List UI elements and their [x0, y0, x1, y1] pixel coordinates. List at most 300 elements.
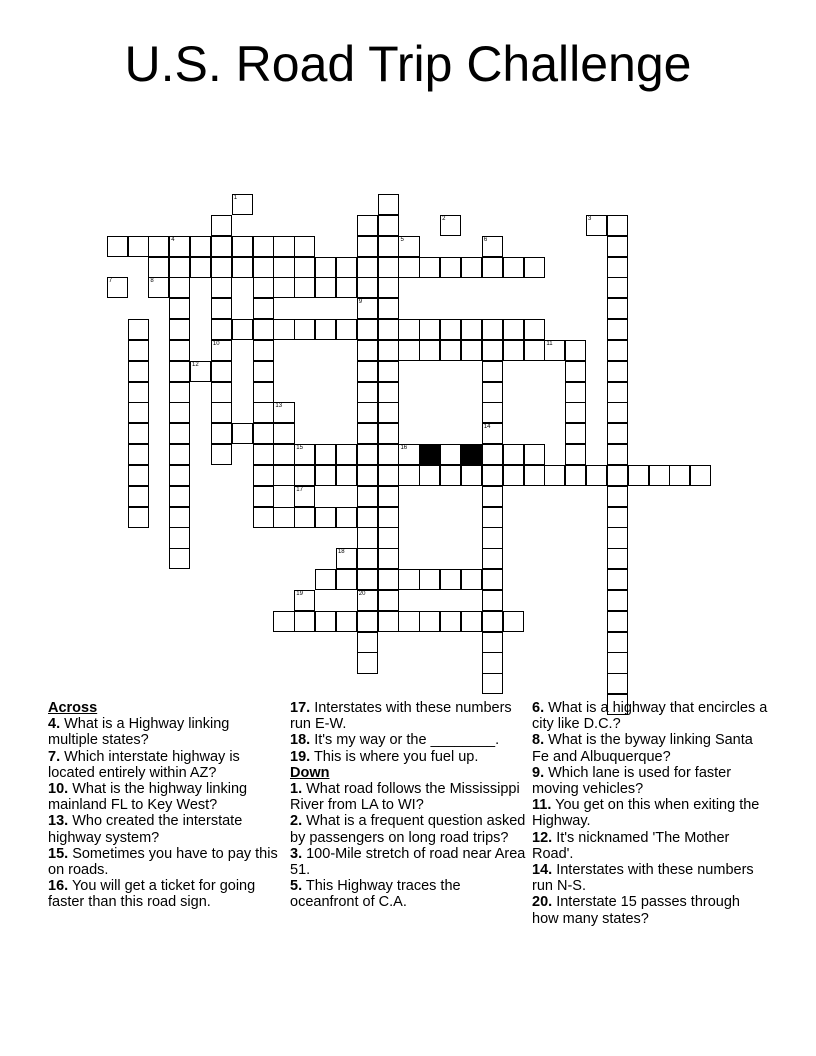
- grid-cell[interactable]: [211, 298, 232, 319]
- grid-cell[interactable]: [273, 507, 294, 528]
- clue-item-number: 2.: [290, 813, 303, 830]
- grid-cell[interactable]: [607, 632, 628, 653]
- grid-cell[interactable]: [169, 444, 190, 465]
- grid-cell[interactable]: [253, 486, 274, 507]
- grid-cell[interactable]: [503, 257, 524, 278]
- grid-cell[interactable]: [273, 444, 294, 465]
- clue-item-text: This is where you fuel up.: [310, 748, 479, 765]
- grid-cell[interactable]: [378, 548, 399, 569]
- grid-cell[interactable]: [357, 590, 378, 611]
- grid-cell[interactable]: [315, 507, 336, 528]
- grid-cell[interactable]: [169, 382, 190, 403]
- grid-cell[interactable]: [649, 465, 670, 486]
- grid-cell[interactable]: [357, 382, 378, 403]
- grid-cell[interactable]: [503, 319, 524, 340]
- grid-cell[interactable]: [440, 340, 461, 361]
- grid-cell[interactable]: [378, 382, 399, 403]
- grid-cell[interactable]: [357, 319, 378, 340]
- clue-item-text: What is the byway linking Santa Fe and Albuquerque?: [532, 732, 753, 765]
- clue-item-number: 3.: [290, 845, 303, 862]
- clue-item-number: 15.: [48, 845, 69, 862]
- grid-cell[interactable]: [440, 465, 461, 486]
- grid-cell[interactable]: [128, 319, 149, 340]
- grid-cell[interactable]: [565, 423, 586, 444]
- clue-number: 13: [275, 403, 283, 410]
- grid-cell[interactable]: [211, 215, 232, 236]
- grid-cell[interactable]: [524, 444, 545, 465]
- grid-cell[interactable]: [482, 507, 503, 528]
- clue-item: [48, 846, 280, 878]
- grid-cell[interactable]: [357, 215, 378, 236]
- grid-cell[interactable]: [607, 236, 628, 257]
- clue-item-text: You will get a ticket for going faster than this road sign.: [48, 878, 256, 911]
- grid-cell[interactable]: [378, 486, 399, 507]
- grid-cell[interactable]: [294, 236, 315, 257]
- clue-number: 19: [296, 590, 303, 597]
- grid-cell[interactable]: [211, 402, 232, 423]
- grid-cell[interactable]: [253, 444, 274, 465]
- clue-item-number: 20.: [532, 894, 553, 911]
- grid-cell[interactable]: [398, 319, 419, 340]
- grid-cell[interactable]: [294, 507, 315, 528]
- grid-cell[interactable]: [586, 465, 607, 486]
- grid-cell[interactable]: [378, 569, 399, 590]
- grid-cell[interactable]: [524, 319, 545, 340]
- grid-cell[interactable]: [482, 486, 503, 507]
- grid-cell[interactable]: [503, 611, 524, 632]
- grid-cell[interactable]: [607, 527, 628, 548]
- grid-cell[interactable]: [253, 257, 274, 278]
- grid-cell[interactable]: [378, 527, 399, 548]
- grid-cell[interactable]: [336, 444, 357, 465]
- grid-cell[interactable]: [253, 319, 274, 340]
- grid-cell[interactable]: [482, 340, 503, 361]
- grid-cell[interactable]: [607, 673, 628, 694]
- grid-cell[interactable]: [440, 611, 461, 632]
- grid-cell[interactable]: [211, 340, 232, 361]
- grid-cell[interactable]: [461, 611, 482, 632]
- grid-cell[interactable]: [169, 257, 190, 278]
- grid-cell[interactable]: [378, 319, 399, 340]
- grid-cell[interactable]: [378, 611, 399, 632]
- grid-cell[interactable]: [607, 652, 628, 673]
- grid-cell[interactable]: [336, 611, 357, 632]
- grid-cell[interactable]: [482, 673, 503, 694]
- grid-cell[interactable]: [503, 444, 524, 465]
- grid-cell[interactable]: [419, 611, 440, 632]
- grid-cell[interactable]: [211, 236, 232, 257]
- clue-item: [532, 894, 768, 926]
- grid-cell[interactable]: [315, 444, 336, 465]
- grid-cell[interactable]: [294, 486, 315, 507]
- grid-cell[interactable]: [482, 652, 503, 673]
- grid-cell[interactable]: [607, 277, 628, 298]
- grid-cell[interactable]: [107, 277, 128, 298]
- puzzle-title: U.S. Road Trip Challenge: [124, 36, 692, 92]
- grid-cell[interactable]: [169, 277, 190, 298]
- grid-cell[interactable]: [169, 319, 190, 340]
- grid-cell[interactable]: [607, 298, 628, 319]
- grid-cell[interactable]: [503, 340, 524, 361]
- grid-cell[interactable]: [273, 277, 294, 298]
- grid-cell[interactable]: [253, 298, 274, 319]
- grid-cell[interactable]: [690, 465, 711, 486]
- grid-cell[interactable]: [357, 465, 378, 486]
- grid-cell[interactable]: [398, 465, 419, 486]
- grid-cell[interactable]: [357, 652, 378, 673]
- grid-cell[interactable]: [169, 361, 190, 382]
- clue-number: 6: [483, 236, 488, 243]
- grid-cell[interactable]: [419, 465, 440, 486]
- grid-cell[interactable]: [232, 194, 253, 215]
- grid-cell[interactable]: [440, 569, 461, 590]
- grid-cell[interactable]: [461, 569, 482, 590]
- grid-cell[interactable]: [607, 486, 628, 507]
- grid-cell[interactable]: [607, 361, 628, 382]
- grid-cell[interactable]: [461, 257, 482, 278]
- clue-item-text: 100-Mile stretch of road near Area 51.: [290, 845, 526, 879]
- grid-cell[interactable]: [482, 548, 503, 569]
- grid-cell[interactable]: [357, 486, 378, 507]
- blocked-cell: [419, 444, 440, 465]
- clue-item-number: 18.: [290, 732, 311, 749]
- grid-cell[interactable]: [378, 257, 399, 278]
- grid-cell[interactable]: [315, 465, 336, 486]
- grid-cell[interactable]: [544, 340, 565, 361]
- grid-cell[interactable]: [357, 632, 378, 653]
- grid-cell[interactable]: [440, 319, 461, 340]
- grid-cell[interactable]: [357, 361, 378, 382]
- grid-cell[interactable]: [169, 402, 190, 423]
- clue-item-number: 14.: [532, 862, 553, 879]
- clue-item-text: Interstates with these numbers run E-W.: [290, 700, 512, 733]
- grid-cell[interactable]: [378, 361, 399, 382]
- grid-cell[interactable]: [357, 257, 378, 278]
- grid-cell[interactable]: [398, 569, 419, 590]
- grid-cell[interactable]: [482, 236, 503, 257]
- grid-cell[interactable]: [128, 402, 149, 423]
- grid-cell[interactable]: [253, 340, 274, 361]
- grid-cell[interactable]: [273, 402, 294, 423]
- grid-cell[interactable]: [482, 611, 503, 632]
- grid-cell[interactable]: [524, 465, 545, 486]
- grid-cell[interactable]: [461, 465, 482, 486]
- grid-cell[interactable]: [419, 340, 440, 361]
- grid-cell[interactable]: [419, 319, 440, 340]
- grid-cell[interactable]: [169, 340, 190, 361]
- grid-cell[interactable]: [128, 382, 149, 403]
- grid-cell[interactable]: [482, 590, 503, 611]
- clue-number: 14: [483, 424, 491, 431]
- grid-cell[interactable]: [565, 402, 586, 423]
- grid-cell[interactable]: [482, 257, 503, 278]
- grid-cell[interactable]: [211, 382, 232, 403]
- grid-cell[interactable]: [315, 611, 336, 632]
- clue-item: [532, 732, 768, 764]
- clue-item: [48, 716, 280, 748]
- grid-cell[interactable]: [544, 465, 565, 486]
- grid-cell[interactable]: [607, 215, 628, 236]
- clue-item-number: 10.: [48, 781, 69, 798]
- clue-item: [48, 878, 280, 910]
- grid-cell[interactable]: [294, 319, 315, 340]
- clue-item-text: It's nicknamed 'The Mother Road'.: [532, 829, 730, 862]
- grid-cell[interactable]: [294, 590, 315, 611]
- clue-number: 7: [108, 278, 113, 285]
- clue-item-text: Which interstate highway is located entirely within AZ?: [48, 748, 240, 781]
- clue-item-number: 13.: [48, 813, 69, 830]
- grid-cell[interactable]: [253, 402, 274, 423]
- grid-cell[interactable]: [565, 361, 586, 382]
- grid-cell[interactable]: [628, 465, 649, 486]
- grid-cell[interactable]: [273, 611, 294, 632]
- grid-cell[interactable]: [461, 319, 482, 340]
- grid-cell[interactable]: [336, 465, 357, 486]
- clue-number: 8: [150, 278, 154, 285]
- grid-cell[interactable]: [357, 402, 378, 423]
- grid-cell[interactable]: [336, 257, 357, 278]
- grid-cell[interactable]: [190, 236, 211, 257]
- grid-cell[interactable]: [169, 298, 190, 319]
- clue-item-number: 6.: [532, 700, 545, 716]
- grid-cell[interactable]: [294, 444, 315, 465]
- clue-number: 2: [442, 215, 446, 222]
- grid-cell[interactable]: [378, 444, 399, 465]
- grid-cell[interactable]: [128, 486, 149, 507]
- grid-cell[interactable]: [253, 382, 274, 403]
- clue-item: [290, 749, 526, 765]
- grid-cell[interactable]: [524, 340, 545, 361]
- grid-cell[interactable]: [378, 215, 399, 236]
- clue-item-text: Interstate 15 passes through how many states?: [532, 894, 740, 927]
- grid-cell[interactable]: [211, 319, 232, 340]
- grid-cell[interactable]: [357, 548, 378, 569]
- grid-cell[interactable]: [357, 298, 378, 319]
- grid-cell[interactable]: [503, 465, 524, 486]
- grid-cell[interactable]: [128, 444, 149, 465]
- grid-cell[interactable]: [357, 527, 378, 548]
- grid-cell[interactable]: [336, 319, 357, 340]
- clue-item: [290, 813, 526, 845]
- grid-cell[interactable]: [273, 236, 294, 257]
- clue-item: [290, 700, 526, 732]
- grid-cell[interactable]: [169, 507, 190, 528]
- grid-cell[interactable]: [378, 402, 399, 423]
- grid-cell[interactable]: [294, 465, 315, 486]
- grid-cell[interactable]: [315, 319, 336, 340]
- grid-cell[interactable]: [565, 465, 586, 486]
- grid-cell[interactable]: [253, 277, 274, 298]
- clue-item-text: This Highway traces the oceanfront of C.A.: [290, 878, 461, 911]
- clue-number: 20: [358, 590, 366, 597]
- grid-cell[interactable]: [398, 611, 419, 632]
- grid-cell[interactable]: [253, 465, 274, 486]
- grid-cell[interactable]: [378, 277, 399, 298]
- grid-cell[interactable]: [315, 569, 336, 590]
- grid-cell[interactable]: [148, 236, 169, 257]
- grid-cell[interactable]: [294, 277, 315, 298]
- grid-cell[interactable]: [232, 257, 253, 278]
- clue-item-text: What road follows the Mississippi River from LA to WI?: [290, 781, 520, 814]
- grid-cell[interactable]: [253, 423, 274, 444]
- grid-cell[interactable]: [169, 527, 190, 548]
- clue-item-text: You get on this when exiting the Highway.: [532, 797, 760, 830]
- grid-cell[interactable]: [232, 423, 253, 444]
- grid-cell[interactable]: [378, 590, 399, 611]
- grid-cell[interactable]: [128, 361, 149, 382]
- grid-cell[interactable]: [607, 548, 628, 569]
- grid-cell[interactable]: [211, 257, 232, 278]
- grid-cell[interactable]: [482, 382, 503, 403]
- grid-cell[interactable]: [378, 465, 399, 486]
- grid-cell[interactable]: [378, 298, 399, 319]
- grid-cell[interactable]: [607, 507, 628, 528]
- clue-number: 11: [546, 340, 553, 347]
- grid-cell[interactable]: [482, 569, 503, 590]
- clue-item-number: 19.: [290, 748, 311, 765]
- clue-item-number: 17.: [290, 700, 311, 716]
- grid-cell[interactable]: [315, 257, 336, 278]
- grid-cell[interactable]: [357, 277, 378, 298]
- grid-cell[interactable]: [398, 444, 419, 465]
- grid-cell[interactable]: [607, 465, 628, 486]
- grid-cell[interactable]: [482, 423, 503, 444]
- grid-cell[interactable]: [482, 632, 503, 653]
- grid-cell[interactable]: [607, 402, 628, 423]
- grid-cell[interactable]: [482, 465, 503, 486]
- grid-cell[interactable]: [336, 507, 357, 528]
- grid-cell[interactable]: [398, 236, 419, 257]
- grid-cell[interactable]: [169, 548, 190, 569]
- clue-item: [532, 765, 768, 797]
- grid-cell[interactable]: [669, 465, 690, 486]
- grid-cell[interactable]: [107, 236, 128, 257]
- grid-cell[interactable]: [565, 444, 586, 465]
- clue-item-text: What is a highway that encircles a city like D.C.?: [532, 700, 768, 733]
- grid-cell[interactable]: [169, 465, 190, 486]
- grid-cell[interactable]: [357, 507, 378, 528]
- grid-cell[interactable]: [169, 486, 190, 507]
- grid-cell[interactable]: [336, 548, 357, 569]
- grid-cell[interactable]: [273, 465, 294, 486]
- grid-cell[interactable]: [607, 340, 628, 361]
- clue-item-text: Sometimes you have to pay this on roads.: [48, 845, 278, 879]
- clue-item-number: 16.: [48, 878, 69, 895]
- grid-cell[interactable]: [336, 277, 357, 298]
- grid-cell[interactable]: [128, 507, 149, 528]
- grid-cell[interactable]: [357, 611, 378, 632]
- grid-cell[interactable]: [607, 257, 628, 278]
- grid-cell[interactable]: [273, 423, 294, 444]
- clue-number: 16: [400, 445, 408, 452]
- grid-cell[interactable]: [482, 361, 503, 382]
- grid-cell[interactable]: [607, 590, 628, 611]
- grid-cell[interactable]: [607, 611, 628, 632]
- clue-number: 10: [212, 340, 220, 347]
- grid-cell[interactable]: [357, 340, 378, 361]
- grid-cell[interactable]: [128, 423, 149, 444]
- grid-cell[interactable]: [211, 423, 232, 444]
- grid-cell[interactable]: [398, 257, 419, 278]
- grid-cell[interactable]: [357, 569, 378, 590]
- grid-cell[interactable]: [398, 340, 419, 361]
- grid-cell[interactable]: [128, 465, 149, 486]
- grid-cell[interactable]: [273, 257, 294, 278]
- grid-cell[interactable]: [190, 361, 211, 382]
- grid-cell[interactable]: [607, 423, 628, 444]
- grid-cell[interactable]: [315, 277, 336, 298]
- grid-cell[interactable]: [607, 319, 628, 340]
- grid-cell[interactable]: [211, 444, 232, 465]
- grid-cell[interactable]: [294, 257, 315, 278]
- grid-cell[interactable]: [565, 382, 586, 403]
- grid-cell[interactable]: [253, 507, 274, 528]
- grid-cell[interactable]: [232, 319, 253, 340]
- grid-cell[interactable]: [586, 215, 607, 236]
- grid-cell[interactable]: [169, 236, 190, 257]
- clue-item: [290, 781, 526, 813]
- clue-number: 4: [171, 236, 175, 243]
- grid-cell[interactable]: [607, 569, 628, 590]
- grid-cell[interactable]: [378, 423, 399, 444]
- clue-item: [48, 813, 280, 845]
- grid-cell[interactable]: [253, 361, 274, 382]
- grid-cell[interactable]: [357, 236, 378, 257]
- grid-cell[interactable]: [169, 423, 190, 444]
- grid-cell[interactable]: [440, 215, 461, 236]
- grid-cell[interactable]: [482, 527, 503, 548]
- grid-cell[interactable]: [482, 444, 503, 465]
- clue-item: [290, 846, 526, 878]
- grid-cell[interactable]: [419, 569, 440, 590]
- grid-cell[interactable]: [357, 444, 378, 465]
- grid-cell[interactable]: [378, 236, 399, 257]
- grid-cell[interactable]: [440, 444, 461, 465]
- grid-cell[interactable]: [378, 194, 399, 215]
- grid-cell[interactable]: [482, 402, 503, 423]
- grid-cell[interactable]: [273, 319, 294, 340]
- clue-number: 9: [358, 299, 363, 306]
- grid-cell[interactable]: [211, 361, 232, 382]
- grid-cell[interactable]: [128, 340, 149, 361]
- grid-cell[interactable]: [607, 382, 628, 403]
- clue-item: [290, 878, 526, 910]
- grid-cell[interactable]: [253, 236, 274, 257]
- grid-cell[interactable]: [461, 340, 482, 361]
- grid-cell[interactable]: [524, 257, 545, 278]
- grid-cell[interactable]: [294, 611, 315, 632]
- grid-cell[interactable]: [378, 507, 399, 528]
- grid-cell[interactable]: [419, 257, 440, 278]
- grid-cell[interactable]: [128, 236, 149, 257]
- blocked-cell: [461, 444, 482, 465]
- clue-item-text: Who created the interstate highway system?: [48, 813, 243, 846]
- clue-item-text: Which lane is used for faster moving vehicles?: [532, 764, 732, 798]
- grid-cell[interactable]: [211, 277, 232, 298]
- grid-cell[interactable]: [148, 257, 169, 278]
- grid-cell[interactable]: [607, 444, 628, 465]
- grid-cell[interactable]: [440, 257, 461, 278]
- grid-cell[interactable]: [336, 569, 357, 590]
- grid-cell[interactable]: [482, 319, 503, 340]
- grid-cell[interactable]: [190, 257, 211, 278]
- grid-cell[interactable]: [378, 340, 399, 361]
- grid-cell[interactable]: [357, 423, 378, 444]
- clue-item: [532, 700, 768, 732]
- grid-cell[interactable]: [148, 277, 169, 298]
- grid-cell[interactable]: [565, 340, 586, 361]
- grid-cell[interactable]: [232, 236, 253, 257]
